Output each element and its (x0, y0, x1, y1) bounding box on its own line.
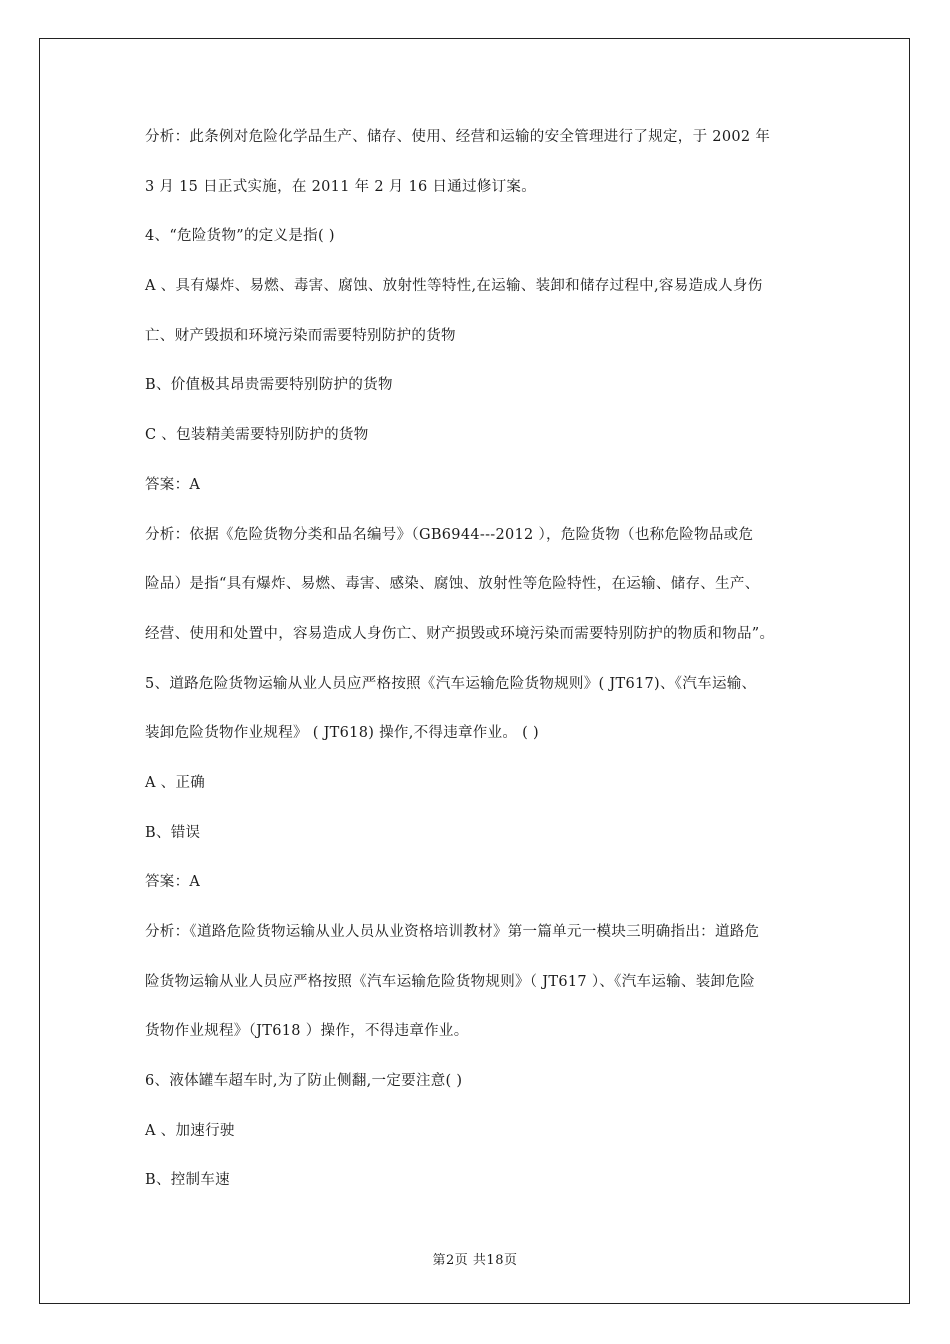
question-6: 6、液体罐车超车时,为了防止侧翻,一定要注意( ) (145, 1073, 463, 1090)
analysis-paragraph-line: 分析：此条例对危险化学品生产、储存、使用、经营和运输的安全管理进行了规定，于 2002 年 (145, 129, 771, 145)
question-4-option-b: B、价值极其昂贵需要特别防护的货物 (145, 377, 393, 394)
question-4-option-c: C 、包装精美需要特别防护的货物 (145, 427, 369, 444)
question-4-option-a: A 、具有爆炸、易燃、毒害、腐蚀、放射性等特性,在运输、装卸和储存过程中,容易造成人身伤 (145, 278, 763, 295)
question-4-analysis-line: 经营、使用和处置中，容易造成人身伤亡、财产损毁或环境污染而需要特别防护的物质和物品”。 (145, 625, 775, 642)
question-6-option-a: A 、加速行驶 (145, 1122, 235, 1139)
question-5-continued: 装卸危险货物作业规程》 ( JT618) 操作,不得违章作业。 ( ) (145, 725, 539, 742)
question-5-analysis-line: 分析：《道路危险货物运输从业人员从业资格培训教材》第一篇单元一模块三明确指出：道路危 (145, 924, 760, 940)
question-5-option-a: A 、正确 (145, 774, 206, 791)
analysis-paragraph-line: 3 月 15 日正式实施，在 2011 年 2 月 16 日通过修订案。 (145, 178, 537, 195)
question-4-analysis-line: 险品）是指“具有爆炸、易燃、毒害、感染、腐蚀、放射性等危险特性，在运输、储存、生产、 (145, 576, 760, 593)
question-5-answer: 答案：A (145, 874, 201, 891)
question-6-option-b: B、控制车速 (145, 1172, 230, 1189)
question-5-analysis-line: 货物作业规程》（JT618 ）操作，不得违章作业。 (145, 1023, 469, 1040)
question-5-analysis-line: 险货物运输从业人员应严格按照《汽车运输危险货物规则》（ JT617 ）、《汽车运输、装卸危险 (145, 973, 755, 990)
question-5-option-b: B、错误 (145, 824, 201, 841)
document-body (145, 122, 815, 1215)
question-5: 5、道路危险货物运输从业人员应严格按照《汽车运输危险货物规则》( JT617)、《汽车运输、 (145, 675, 757, 692)
page-number-footer: 第2页 共18页 (432, 1253, 518, 1268)
question-4-analysis-line: 分析：依据《危险货物分类和品名编号》（GB6944---2012 ），危险货物（也称危险物品或危 (145, 526, 754, 543)
question-4: 4、“危险货物”的定义是指( ) (145, 228, 335, 245)
question-4-answer: 答案：A (145, 476, 201, 493)
question-4-option-a-continued: 亡、财产毁损和环境污染而需要特别防护的货物 (145, 327, 456, 344)
